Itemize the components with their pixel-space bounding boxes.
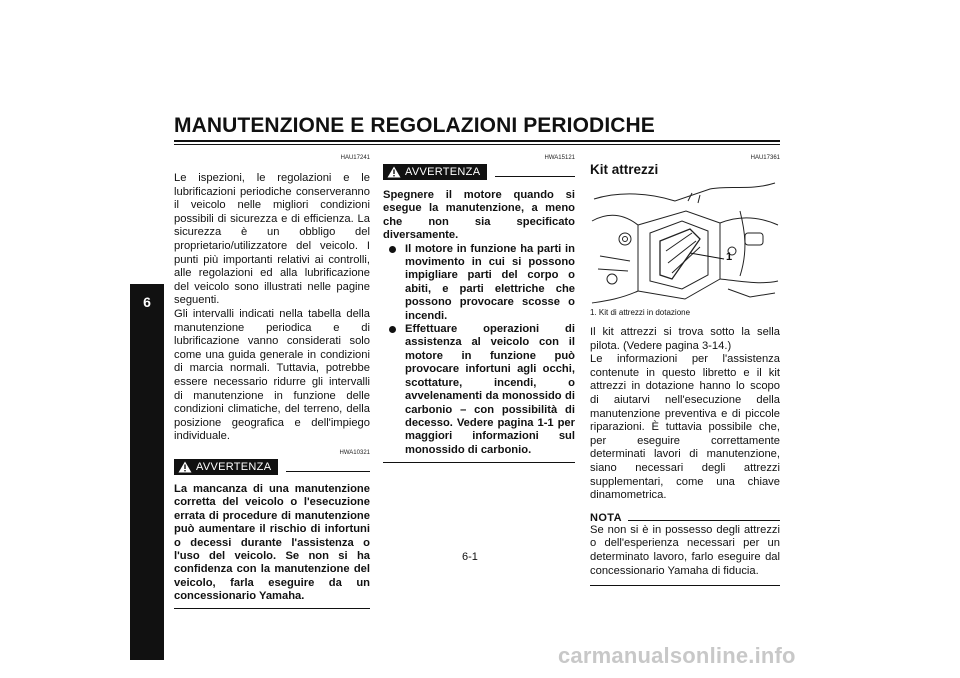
- warning-end-rule: [174, 608, 370, 609]
- figure-caption: 1. Kit di attrezzi in dotazione: [590, 308, 691, 317]
- nota-end-rule: [590, 585, 780, 586]
- toolkit-paragraph-1: Il kit attrezzi si trova sotto la sella pilota. (Vedere pagina 3-14.): [590, 326, 780, 352]
- section-heading: Kit attrezzi: [590, 162, 659, 177]
- warning-triangle-icon: [387, 166, 401, 178]
- title-rule-thin: [174, 144, 780, 145]
- warning-triangle-icon: [178, 461, 192, 473]
- warning-rule: [286, 462, 370, 472]
- warning-label: AVVERTENZA: [405, 166, 481, 178]
- list-item: Effettuare operazioni di assistenza al veicolo con il motore in funzione può provocare infortuni agli occhi, scottature, incendi, o avvelenamenti da monossido di carbonio – con possibilità di decesso. Vedere pagina 1-1 per maggiori informazioni sul monossido di carbonio.: [383, 323, 575, 457]
- toolkit-illustration: [590, 181, 780, 308]
- column-3: [590, 155, 780, 586]
- column-1: [174, 155, 370, 609]
- warning-rule: [495, 167, 575, 177]
- figure-callout: 1: [726, 251, 733, 263]
- intro-paragraph-2: Gli intervalli indicati nella tabella della manutenzione periodica e di lubrificazione vanno considerati solo come una guida generale in condizioni di marcia normali. Tuttavia, potrebbe essere necessario ridurre gli intervalli di manutenzione in funzione delle condizioni climatiche, del terreno, della posizione geografica e dell'impiego individuale.: [174, 307, 370, 443]
- warning-header: [174, 458, 370, 476]
- warning-end-rule: [383, 462, 575, 463]
- column-2: [383, 155, 575, 463]
- nota-text: Se non si è in possesso degli attrezzi o dell'esperienza necessari per un determinato lavoro, farlo eseguire dal concessionario Yamaha di fiducia.: [590, 523, 780, 577]
- bullet-icon: [389, 246, 396, 253]
- nota-label: NOTA: [590, 511, 622, 524]
- warning-code: HWA15121: [544, 155, 575, 161]
- chapter-tab: [130, 284, 164, 660]
- warning-text: Spegnere il motore quando si esegue la manutenzione, a meno che non sia specificato diversamente.: [383, 189, 575, 242]
- warning-badge: [174, 459, 278, 475]
- nota-header: [590, 510, 780, 524]
- warning-code: HWA10321: [339, 449, 370, 456]
- section-code: HAU17361: [750, 155, 780, 161]
- section-code: HAU17241: [340, 155, 370, 161]
- nota-rule: [628, 520, 780, 521]
- bullet-icon: [389, 326, 396, 333]
- warning-text: La mancanza di una manutenzione corretta del veicolo o l'esecuzione errata di procedure di manutenzione può aumentare il rischio di infortuni o decessi durante l'assistenza o l'uso del veicolo. Se non si ha confidenza con la manutenzione del veicolo, farla eseguire da un concessionario Yamaha.: [174, 482, 370, 603]
- warning-header: [383, 163, 575, 181]
- watermark: carmanualsonline.info: [558, 643, 796, 668]
- title-rule: [174, 140, 780, 142]
- page-title: MANUTENZIONE E REGOLAZIONI PERIODICHE: [174, 114, 655, 137]
- toolkit-figure: [590, 181, 780, 308]
- warning-label: AVVERTENZA: [196, 460, 272, 473]
- page-number: 6-1: [462, 551, 478, 563]
- chapter-number: 6: [143, 294, 151, 310]
- toolkit-paragraph-2: Le informazioni per l'assistenza contenute in questo libretto e il kit attrezzi in dotazione hanno lo scopo di aiutarvi nell'esecuzione della manutenzione preventiva e di piccole riparazioni. È tuttavia possibile che, per eseguire correttamente determinati lavori di manutenzione, siano necessari degli attrezzi supplementari, come una chiave dinamometrica.: [590, 353, 780, 502]
- intro-paragraph-1: Le ispezioni, le regolazioni e le lubrificazioni periodiche conserveranno il veicolo nelle migliori condizioni possibili di sicurezza e di efficienza. La sicurezza è un obbligo del proprietario/utilizzatore del veicolo. I punti più importanti relativi ai controlli, alle regolazioni ed alla lubrificazione del veicolo sono illustrati nelle pagine seguenti.: [174, 172, 370, 307]
- list-item: Il motore in funzione ha parti in movimento in cui si possono impigliare parti del corpo o abiti, e parti elettriche che possono provocare scosse o incendi.: [383, 243, 575, 323]
- warning-badge: [383, 164, 487, 180]
- warning-bullets: [383, 243, 575, 463]
